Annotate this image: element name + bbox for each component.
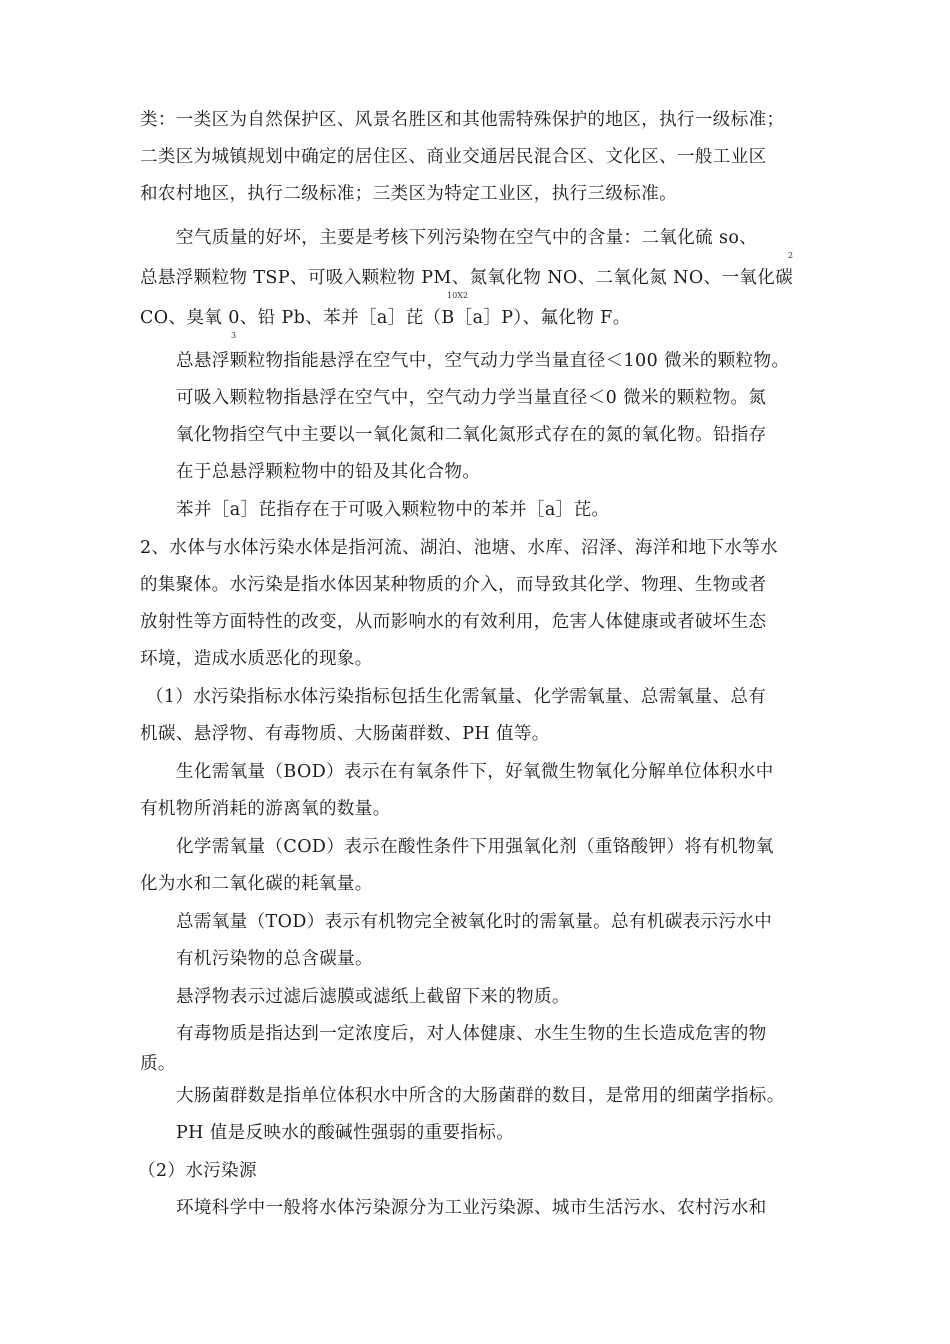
text-line: 在于总悬浮颗粒物中的铅及其化合物。 xyxy=(176,462,481,482)
text-line: 悬浮物表示过滤后滤膜或滤纸上截留下来的物质。 xyxy=(176,987,570,1007)
text-line: 放射性等方面特性的改变，从而影响水的有效利用，危害人体健康或者破坏生态 xyxy=(140,612,767,632)
text-line: 环境，造成水质恶化的现象。 xyxy=(140,649,373,669)
text-line: 和农村地区，执行二级标准；三类区为特定工业区，执行三级标准。 xyxy=(140,184,677,204)
subscript-pm10-no2: 10X2 xyxy=(447,291,468,300)
text-line: PH 值是反映水的酸碱性强弱的重要指标。 xyxy=(176,1123,515,1143)
text-line: 有机物所消耗的游离氧的数量。 xyxy=(140,799,391,819)
text-line: 2、水体与水体污染水体是指河流、湖泊、池塘、水库、沼泽、海洋和地下水等水 xyxy=(140,538,779,558)
text-line: 类：一类区为自然保护区、风景名胜区和其他需特殊保护的地区，执行一级标准； xyxy=(140,110,785,130)
text-line: 化学需氧量（COD）表示在酸性条件下用强氧化剂（重铬酸钾）将有机物氧 xyxy=(176,837,774,857)
text-line: 大肠菌群数是指单位体积水中所含的大肠菌群的数目，是常用的细菌学指标。 xyxy=(176,1086,785,1106)
text-line: 有毒物质是指达到一定浓度后，对人体健康、水生生物的生长造成危害的物 xyxy=(176,1024,767,1044)
text-line: 生化需氧量（BOD）表示在有氧条件下，好氧微生物氧化分解单位体积水中 xyxy=(176,762,774,782)
subscript-o3: 3 xyxy=(231,331,237,340)
text-line: （1）水污染指标水体污染指标包括生化需氧量、化学需氧量、总需氧量、总有 xyxy=(146,687,767,707)
text-line: 环境科学中一般将水体污染源分为工业污染源、城市生活污水、农村污水和 xyxy=(176,1198,767,1218)
text-line: CO、臭氧 0、铅 Pb、苯并［a］芘（B［a］P）、氟化物 F。 xyxy=(140,308,631,328)
text-line: 机碳、悬浮物、有毒物质、大肠菌群数、PH 值等。 xyxy=(140,724,550,744)
text-line: 有机污染物的总含碳量。 xyxy=(176,949,373,969)
text-line: 总需氧量（TOD）表示有机物完全被氧化时的需氧量。总有机碳表示污水中 xyxy=(176,912,773,932)
text-line: 化为水和二氧化碳的耗氧量。 xyxy=(140,874,373,894)
text-line: 氧化物指空气中主要以一氧化氮和二氧化氮形式存在的氮的氧化物。铅指存 xyxy=(176,425,767,445)
text-line: 质。 xyxy=(140,1054,176,1074)
text-line: 总悬浮颗粒物指能悬浮在空气中，空气动力学当量直径＜100 微米的颗粒物。 xyxy=(176,351,790,371)
text-line: 的集聚体。水污染是指水体因某种物质的介入，而导致其化学、物理、生物或者 xyxy=(140,575,767,595)
text-line: （2）水污染源 xyxy=(138,1161,257,1181)
subscript-so2: 2 xyxy=(788,251,794,260)
text-line: 总悬浮颗粒物 TSP、可吸入颗粒物 PM、氮氧化物 NO、二氧化氮 NO、一氧化碳 xyxy=(140,268,794,288)
text-line: 空气质量的好坏，主要是考核下列污染物在空气中的含量：二氧化硫 so、 xyxy=(176,228,758,248)
text-line: 可吸入颗粒物指悬浮在空气中，空气动力学当量直径＜0 微米的颗粒物。氮 xyxy=(176,388,767,408)
text-line: 苯并［a］芘指存在于可吸入颗粒物中的苯并［a］芘。 xyxy=(176,500,610,520)
text-line: 二类区为城镇规划中确定的居住区、商业交通居民混合区、文化区、一般工业区 xyxy=(140,147,767,167)
